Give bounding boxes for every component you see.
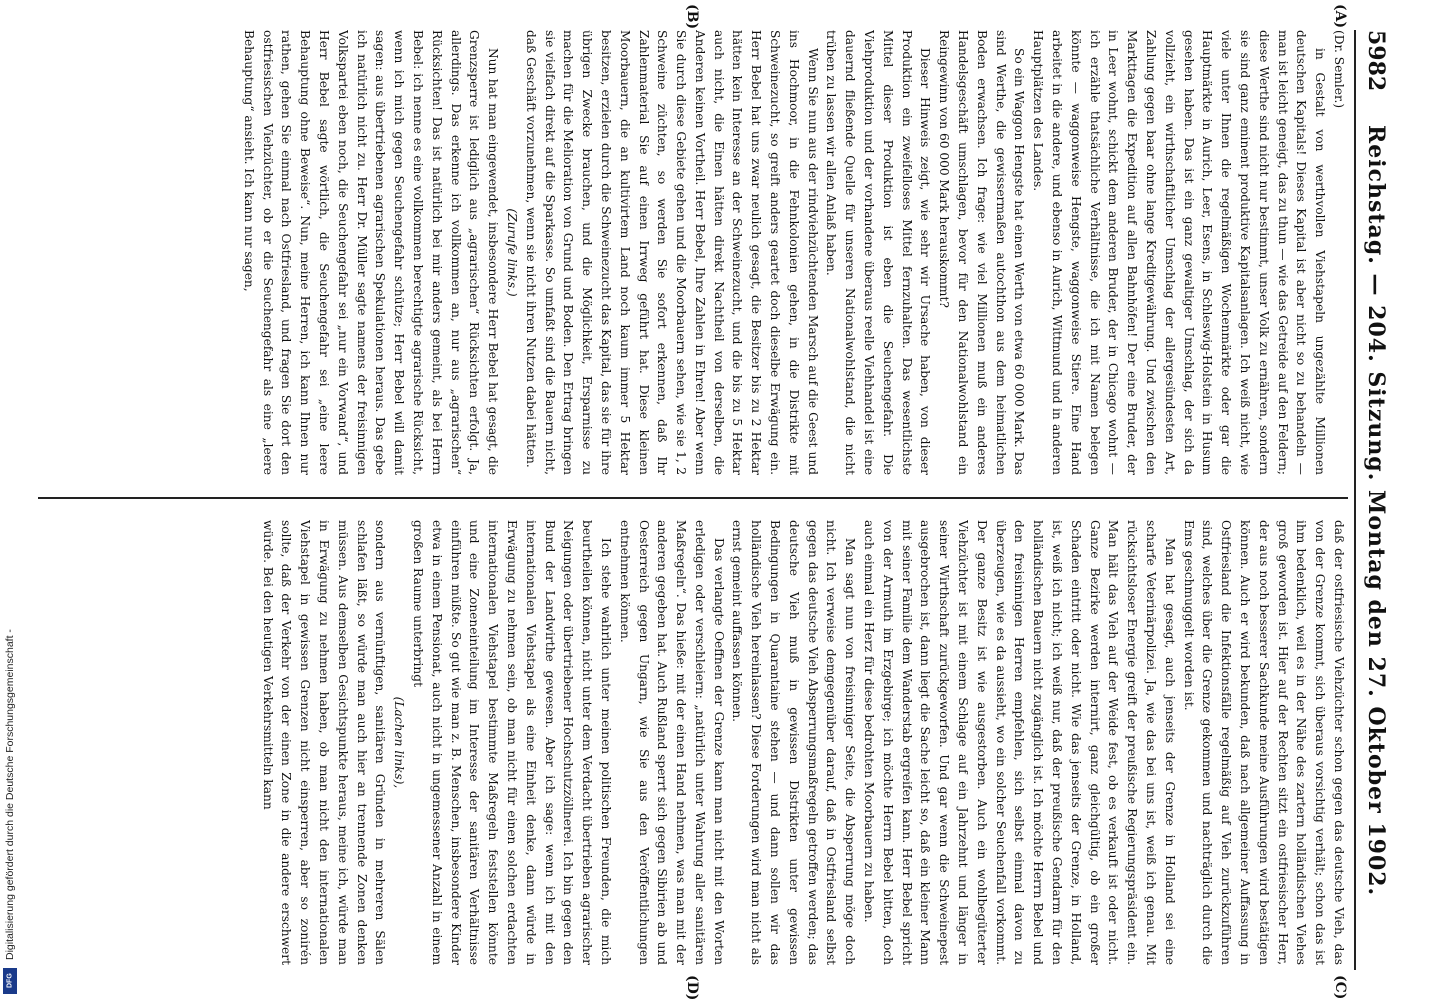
margin-marker-c: (C) <box>1332 975 1348 1000</box>
paragraph: Wenn Sie nun aus der rindviehzüchtenden Marsch auf die Geest und ins Hochmoor, in die Fehnkolonien gehen, in die Distrikte mit Schweinezucht, so greift anders geartet doch dieselbe Erwägung ein. Herr Bebel hat uns zwar neulich gesagt, die Besitzer bis zu 2 Hektar hätten kein Interesse an der Schweinezucht, und die bis zu 5 Hektar auch nicht, die Einen hätten direkt Nachtheil von derselben, die Anderen keinen Vortheil. Herr Bebel, Ihre Zahlen in Ehren! Aber wenn Sie durch diese Gebiete gehen und die Moorbauern sehen, wie sie 1, 2 Schweine züchten, so werden Sie sofort erkennen, daß Ihr Zahlenmaterial Sie auf einen Irrweg geführt hat. Diese kleinen Moorbauern, die an kultivirtem Land noch kaum immer 5 Hektar besitzen, erzielen durch die Schweinezucht das Kapital, das sie für ihre übrigen Zwecke brauchen, und die Möglichkeit, Ersparnisse zu machen für die Melioration von Grund und Boden. Den Ertrag bringen sie vielfach direkt auf die Sparkasse. So umfaßt sind die Bauern nicht, daß Geschäft vorzunehmen, wenn sie nicht ihren Nutzen dabei hätten. <box>523 30 820 475</box>
paragraph: daß der ostfriesische Viehzüchter schon gegen das deutsche Vieh, das von der Grenze kommt, sich überaus vorsichtig verhält; schon das ist ihm bedenklich, weil es in der Nähe des zartern holländischen Viehes groß geworden ist. Hier auf der Rechten sitzt ein ostfriesischer Herr, der aus noch besserer Sachkunde meine Ausführungen wird bestätigen können. Auch er wird bekunden, daß nach allgemeiner Auffassung in Ostfriesland die Infektionsfälle regelmäßig auf Vieh zurückzuführen sind, welches über die Grenze gekommen und nachträglich durch die Ems geschmuggelt worden ist. <box>1181 520 1346 965</box>
paragraph: Man hat gesagt, auch jenseits der Grenze in Holland sei eine scharfe Veterinärpolizei. Ja, wie das bei uns ist, weiß ich genau. Mit rücksichtsloser Energie greift der preußische Regierungspräsident ein. Man hält das Vieh auf der Weide fest, ob es verkauft ist oder nicht. Ganze Bezirke werden internirt, ganz gleichgültig, ob ein großer Schaden eintritt oder nicht. Wie das jenseits der Grenze, in Holland, ist, weiß ich nicht; ich weiß nur, daß der preußische Gendarm für den holländischen Bauern nicht zugänglich ist. Ich möchte Herrn Bebel und den freisinnigen Herren empfehlen, sich selbst einmal davon zu überzeugen, wie es da aussieht, wo ein solcher Seuchenfall vorkommt. Der ganze Besitz ist wie ausgestorben. Auch ein wohlbegüterter Viehzüchter ist mit einem Schlage auf ein Jahrzehnt und länger in seiner Wirthschaft zurückgeworfen. Und gar wenn die Schweinepest ausgebrochen ist, dann liegt die Sache leicht so, daß ein kleiner Mann mit seiner Familie dem Wanderstab ergreifen kann. Herr Bebel spricht von der Armuth im Erzgebirge; ich möchte Herrn Bebel bitten, doch auch einmal ein Herz für diese bedrohten Moorbauern zu haben. <box>862 520 1177 965</box>
scanned-page <box>20 0 1400 1000</box>
page-number: 5982 <box>1363 30 1389 92</box>
interjection: (Zurufe links.) <box>504 208 519 297</box>
paragraph: Nun hat man eingewendet, insbesondere Herr Bebel hat gesagt, die Grenzsperre ist lediglich aus „agrarischen“ Rücksichten erfolgt. Ja, allerdings. Das erkenne ich vollkommen an, nur aus „agrarischen“ Rücksichten! Das ist natürlich bei mir anders gemeint, als bei Herrn Bebel: ich nenne es eine vollkommen berechtigte agrarische Rücksicht, wenn ich mich gegen Seuchengefahr schütze; Herr Bebel will damit sagen: aus übertriebenen agrarischen Spekulationen heraus. Das gebe ich natürlich nicht zu. Herr Dr. Müller sagte namens der freisinnigen Volkspartei eben noch, die Seuchengefahr sei „nur ein Vorwand“, und Herr Bebel sagte wörtlich, die Seuchengefahr sei „eine leere Behauptung ohne Beweise“. Nun, meine Herren, ich kann Ihnen nur rathen, gehen Sie einmal nach Ostfriesland, und fragen Sie dort den ostfriesischen Viehzüchter, ob er die Seuchengefahr als eine „leere Behauptung“ ansieht. Ich kann nur sagen, <box>241 30 501 475</box>
dfg-logo: DFG <box>3 968 17 994</box>
paragraph: Dieser Hinweis zeigt, wie sehr wir Ursache haben, von dieser Produktion ein zweifelloses Mittel fernzuhalten. Das wesentlichste Mittel dieser Produktion ist eben die Seuchengefahr. Die Viehproduktion und der vorhandene überaus reelle Viehhandel ist eine dauernd fließende Quelle für unseren Nationalwohlstand, die nicht trüben zu lassen wir allen Anlaß haben. <box>824 30 933 475</box>
paragraph: Man sagt nun von freisinniger Seite, die Absperrung möge doch nicht. Ich verweise demgegenüber darauf, daß in Ostfriesland selbst gegen das deutsche Vieh Absperrungsmaßregeln getroffen werden; das deutsche Vieh muß in gewissen Distrikten unter gewissen Bedingungen in Quarantaine stehen — und dann sollen wir das holländische Vieh hereinlassen? Diese Forderungen wird man nicht als ernst gemeint auffassen können. <box>730 520 858 965</box>
page-title: Reichstag. — 204. Sitzung. Montag den 27. Oktober 1902. <box>1363 124 1389 897</box>
left-column <box>38 30 1348 475</box>
credit-text: Digitalisierung gefördert durch die Deutsche Forschungsgemeinschaft - <box>4 629 16 960</box>
right-column <box>38 520 1348 965</box>
margin-marker-d: (D) <box>684 975 700 1000</box>
paragraph: sondern aus vernünftigen, sanitären Gründen in mehreren Sälen schlafen läßt, so würde man auch hier an trennende Zonen denken müssen. Aus demselben Gesichtspunkte heraus, meine ich, würde man in Erwägung zu nehmen haben, ob man nicht den internationalen Viehstapel in gewissen Grenzen nicht einsperren, aber so zonirén sollte, daß der Verkehr von der einen Zone in die andere erschwert würde. Bei den heutigen Verkehrsmitteln kann <box>260 520 388 965</box>
header-rule <box>1354 30 1356 970</box>
paragraph: (Dr. Semler.) <box>1332 30 1346 109</box>
digitization-credit <box>4 400 18 960</box>
paragraph: Das verlangte Oeffnen der Grenze kann man nicht mit den Worten erledigen oder verschleiern: „natürlich unter Wahrung aller sanitären Maßregeln“. Das hieße: mit der einen Hand nehmen, was man mit der anderen gegeben hat. Auch Rußland sperrt sich gegen Sibirien ab und Oesterreich gegen Ungarn, wie Sie aus den Veröffentlichungen entnehmen können. <box>617 520 726 965</box>
paragraph: Ich stehe wahrlich unter meinen politischen Freunden, die mich beurtheilen können, nicht unter dem Verdacht übertrieben agrarischer Neigungen oder übertriebener Hochschutzzöllnerei. Ich bin gegen den Bund der Landwirthe gewesen. Aber ich sage: wenn ich mit den internationalen Viehstapel als eine Einheit denke, dann würde in Erwägung zu nehmen sein, ob man nicht für einen solchen erdachten internationalen Viehstapel bestimmte Maßregeln feststellen könnte und eine Zoneneinteilung im Interesse der sanitären Verhältnisse einführen müßte. So gut wie man z. B. Menschen, insbesondere Kinder etwa in einem Pensionat, auch nicht in ungemessener Anzahl in einem großen Raume unterbringt <box>410 520 613 965</box>
margin-marker-a: (A) <box>1332 4 1348 29</box>
paragraph: So ein Waggon Hengste hat einen Werth von etwa 60 000 Mark. Das sind Werthe, die gewissermaßen autochthon aus dem heimatlichen Boden erwachsen. Ich frage: wie viel Millionen muß ein anderes Handelsgeschäft umschlagen, bevor für den Nationalwohlstand ein Reingewinn von 60 000 Mark herauskommt? <box>937 30 1027 475</box>
column-divider <box>38 497 1348 499</box>
margin-marker-b: (B) <box>684 4 700 30</box>
interjection: (Lachen links), <box>392 696 407 789</box>
page-header <box>1362 30 1390 970</box>
paragraph: in Gestalt von werthvollen Viehstapeln ungezählte Millionen deutschen Kapitals! Dieses Kapital ist aber nicht so zu behandeln — man ist leicht geneigt, das zu thun — wie das Getreide auf den Feldern; diese Werthe sind nicht nur bestimmt, unser Volk zu ernähren, sondern sie sind ganz eminent produktive Kapitalsanlagen. Ich weiß nicht, wie viele unter Ihnen die regelmäßigen Wochenmärkte oder gar die Hauptmärkte in Aurich, Leer, Esens, in Schleswig-Holstein in Husum gesehen haben. Das ist ein ganz gewaltiger Umschlag, der sich da vollzieht, ein wirthschaftlicher Umschlag der allergesündesten Art, Zahlung gegen baar ohne lange Kreditgewährung. Und zwischen den Markttagen die Expedition auf allen Bahnhöfen! Der eine Bruder, der in Leer wohnt, schickt dem anderen Bruder, der in Chicago wohnt — ich erzähle thatsächliche Verhältnisse, die ich mit Namen belegen könnte — waggonweise Hengste, waggonweise Stiere. Eine Hand arbeitet in die andere, und ebenso in Aurich, Wittmund und in anderen Hauptplätzen des Landes. <box>1031 30 1328 475</box>
